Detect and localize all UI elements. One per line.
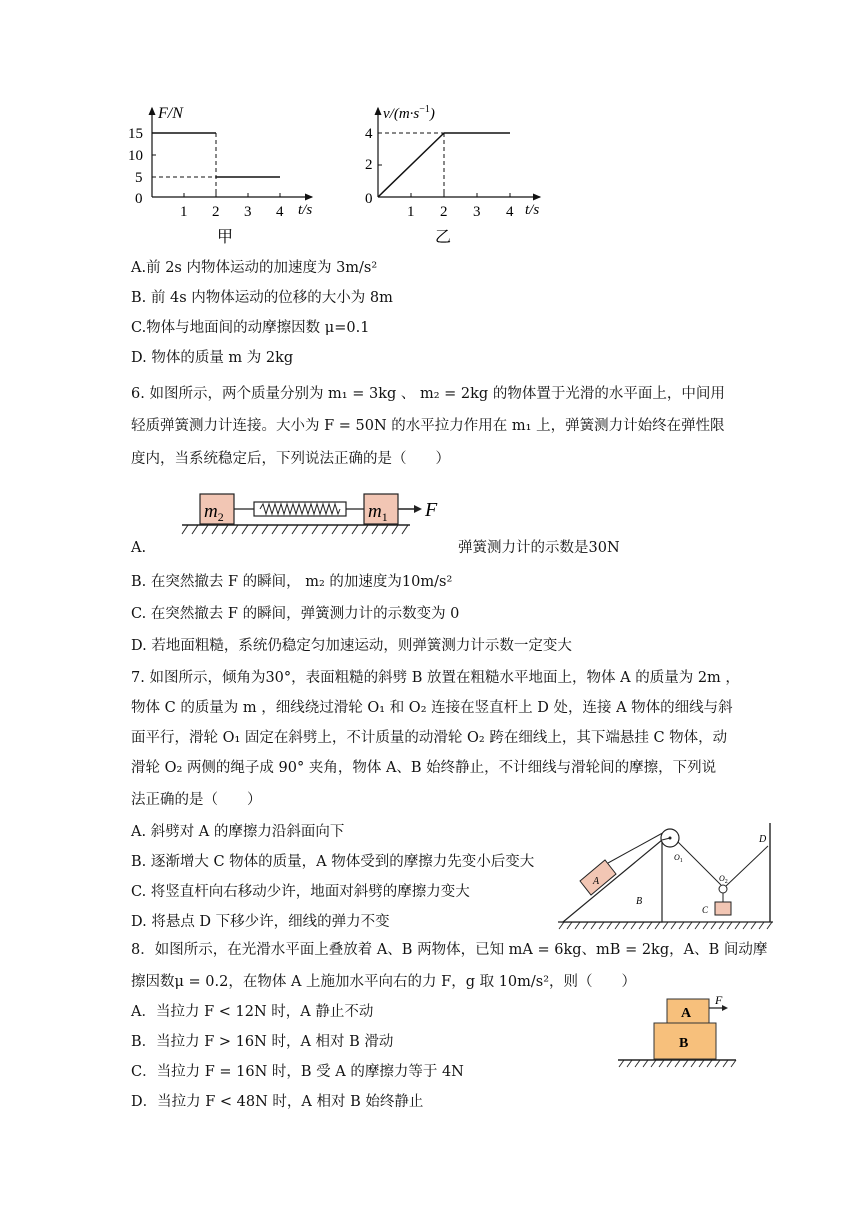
q6-stem-line-3: 度内，当系统稳定后，下列说法正确的是（ ） [131,451,450,467]
pulley-o2 [719,885,727,893]
q7-stem-line-4: 滑轮 O₂ 两侧的绳子成 90° 夹角，物体 A、B 始终静止，不计细线与滑轮间的摩擦，下列说 [131,760,717,776]
q6-option-a-text: 弹簧测力计的示数是30N [458,540,620,556]
q6-spring-figure [180,488,460,544]
x-tick-4: 4 [276,204,284,220]
graph-yi [355,100,555,250]
q5-option-c: C.物体与地面间的动摩擦因数 μ=0.1 [131,320,370,336]
q5-option-a: A.前 2s 内物体运动的加速度为 3m/s² [131,260,378,276]
q6-option-c: C. 在突然撤去 F 的瞬间，弹簧测力计的示数变为 0 [131,606,460,622]
q7-stem-line-3: 面平行，滑轮 O₁ 固定在斜劈上，不计质量的动滑轮 O₂ 跨在细线上，其下端悬挂 C 物体，动 [131,730,728,746]
x-tick-4: 4 [506,204,514,220]
q5-option-d: D. 物体的质量 m 为 2kg [131,350,294,366]
x-tick-2: 2 [212,204,220,220]
q8-option-a: A．当拉力 F < 12N 时，A 静止不动 [131,1004,374,1020]
y-tick-5: 5 [135,170,143,186]
block-b-label: B [679,1036,689,1051]
y-tick-2: 2 [365,157,373,173]
q7-stem-line-1: 7. 如图所示，倾角为30°，表面粗糙的斜劈 B 放置在粗糙水平地面上，物体 A 的质量为 2m ， [131,670,740,686]
x-tick-1: 1 [180,204,188,220]
pulley-o1-label: $O_1$ [674,853,683,864]
ground-hatch [559,922,772,929]
q7-stem-line-2: 物体 C 的质量为 m ，细线绕过滑轮 O₁ 和 O₂ 连接在竖直杆上 D 处，连接 A 物体的细线与斜 [131,700,733,716]
q8-stem-line-1: 8．如图所示，在光滑水平面上叠放着 A、B 两物体，已知 mA = 6kg、mB = 2kg，A、B 间动摩 [131,942,768,958]
y-axis-label: $v/(m\cdot s^{-1})$ [383,104,435,122]
x-axis-label: t/s [298,202,313,218]
q6-option-a-label: A. [131,540,147,556]
q8-stem-line-2: 擦因数μ = 0.2，在物体 A 上施加水平向右的力 F，g 取 10m/s²，则（ ） [131,974,637,990]
string-o2-to-d [726,846,768,886]
q7-option-c: C. 将竖直杆向右移动少许，地面对斜劈的摩擦力变大 [131,884,470,900]
q8-stacked-blocks-figure [612,994,742,1074]
q8-option-c: C．当拉力 F = 16N 时，B 受 A 的摩擦力等于 4N [131,1064,464,1080]
block-c-label: C [702,905,709,915]
q6-stem-line-1: 6. 如图所示，两个质量分别为 m₁ = 3kg 、 m₂ = 2kg 的物体置于光滑的水平面上，中间用 [131,386,725,402]
graph-jia [120,100,330,250]
q7-option-b: B. 逐渐增大 C 物体的质量，A 物体受到的摩擦力先变小后变大 [131,854,535,870]
y-tick-4: 4 [365,126,373,142]
x-tick-2: 2 [440,204,448,220]
ground-hatch [182,525,408,534]
q7-option-a: A. 斜劈对 A 的摩擦力沿斜面向下 [131,824,345,840]
block-a-label: A [593,876,600,887]
x-tick-3: 3 [473,204,481,220]
force-label: F [425,499,438,521]
y-tick-0: 0 [135,191,143,207]
point-d-label: D [759,834,767,845]
block-m2-label: $m_2$ [204,501,224,524]
caption-yi: 乙 [435,229,452,246]
q8-option-b: B．当拉力 F > 16N 时，A 相对 B 滑动 [131,1034,394,1050]
wedge-b [563,840,662,922]
force-label: F [715,994,723,1007]
block-c [715,902,731,915]
x-tick-1: 1 [407,204,415,220]
q6-option-d: D. 若地面粗糙，系统仍稳定匀加速运动，则弹簧测力计示数一定变大 [131,638,572,654]
q7-stem-line-5: 法正确的是（ ） [131,792,262,808]
q6-stem-line-2: 轻质弹簧测力计连接。大小为 F = 50N 的水平拉力作用在 m₁ 上，弹簧测力计始终在弹性限 [131,418,725,434]
q7-option-d: D. 将悬点 D 下移少许，细线的弹力不变 [131,914,390,930]
x-tick-3: 3 [244,204,252,220]
y-axis-label: F/N [158,105,183,122]
caption-jia: 甲 [217,229,234,246]
y-tick-10: 10 [128,148,143,164]
y-tick-0: 0 [365,191,373,207]
string-o1-to-o2 [678,842,721,885]
velocity-ramp [378,133,444,197]
ground-hatch [619,1060,736,1067]
q7-incline-figure [558,818,778,934]
pulley-o2-label: $O_2$ [719,874,728,885]
q6-option-b: B. 在突然撤去 F 的瞬间， m₂ 的加速度为10m/s² [131,574,453,590]
y-tick-15: 15 [128,126,143,142]
q5-option-b: B. 前 4s 内物体运动的位移的大小为 8m [131,290,393,306]
block-a-label: A [681,1006,692,1021]
block-m1-label: $m_1$ [368,501,388,524]
q8-option-d: D．当拉力 F < 48N 时，A 相对 B 始终静止 [131,1094,424,1110]
x-axis-label: t/s [525,202,540,218]
wedge-b-label: B [636,896,643,907]
